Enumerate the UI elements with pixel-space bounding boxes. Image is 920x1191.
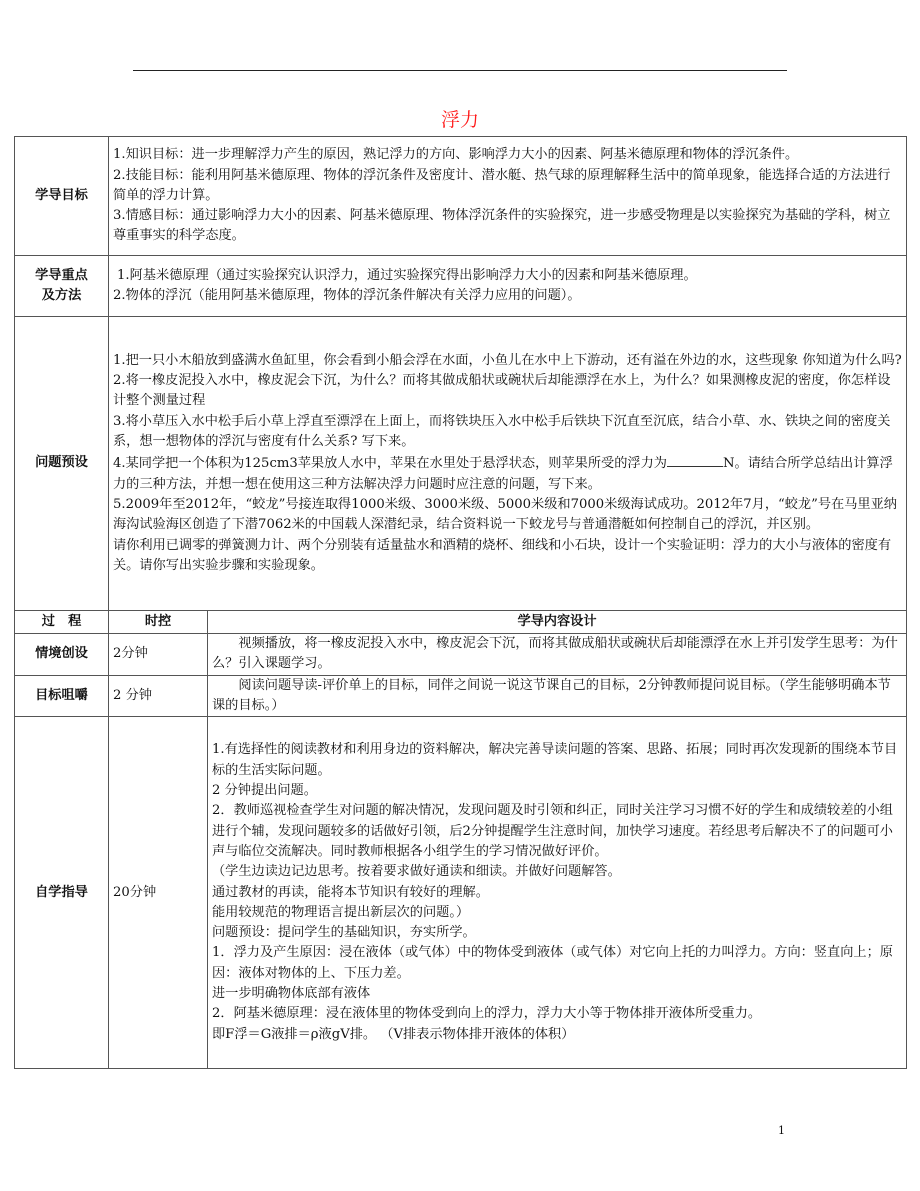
question-item: 5.2009年至2012年，“蛟龙”号接连取得1000米级、3000米级、5000米级和7000米级海试成功。2012年7月，“蛟龙”号在马里亚纳海沟试验海区创造了下潜7062米的中国载人深潜纪录，结合资料说一下蛟龙号与普通潜艇如何控制自己的浮沉，并区别。 xyxy=(113,496,897,533)
question-item: 3.将小草压入水中松手后小草上浮直至漂浮在上面上，而将铁块压入水中松手后铁块下沉直至沉底，结合小草、水、铁块之间的密度关系，想一想物体的浮沉与密度有什么关系? 写下来。 xyxy=(113,413,891,450)
process-content-line: 2．教师巡视检查学生对问题的解决情况，发现问题及时引领和纠正，同时关注学习习惯不好的学生和成绩较差的小组进行个辅，发现问题较多的话做好引领，后2分钟提醒学生注意时间，加快学习速度。若经思考后解决不了的问题可小声与临位交流解决。同时教师根据各小组学生的学习情况做好评价。 xyxy=(212,803,893,859)
question-4-unit: N xyxy=(722,456,735,472)
process-content-line: 问题预设：提问学生的基础知识，夯实所学。 xyxy=(212,925,476,941)
document-title: 浮力 xyxy=(440,109,479,131)
process-content-line: 即F浮＝G液排＝ρ液gV排。 （V排表示物体排开液体的体积） xyxy=(212,1026,575,1042)
process-content-line: 通过教材的再读，能将本节知识有较好的理解。 xyxy=(212,884,489,900)
process-stage: 目标咀嚼 xyxy=(15,675,109,717)
questions-row xyxy=(15,317,907,611)
goal-item: 1.知识目标：进一步理解浮力产生的原因，熟记浮力的方向、影响浮力大小的因素、阿基米德原理和物体的浮沉条件。 xyxy=(113,147,799,163)
process-stage: 自学指导 xyxy=(15,717,109,1069)
process-content-line: 2 分钟提出问题。 xyxy=(212,783,317,799)
key-points-label-line1: 学导重点 xyxy=(35,267,88,283)
process-content xyxy=(208,717,907,1069)
lesson-plan-table xyxy=(14,136,907,1069)
question-item: 请你利用已调零的弹簧测力计、两个分别装有适量盐水和酒精的烧杯、细线和小石块，设计一个实验证明：浮力的大小与液体的密度有关。请你写出实验步骤和实验现象。 xyxy=(113,537,892,573)
process-header-row xyxy=(15,611,907,634)
process-content-line: 视频播放，将一橡皮泥投入水中，橡皮泥会下沉，而将其做成船状或碗状后却能漂浮在水上并引发学生思考：为什么？引入课题学习。 xyxy=(212,636,898,672)
question-item: 1.把一只小木船放到盛满水鱼缸里，你会看到小船会浮在水面，小鱼儿在水中上下游动，还有溢在外边的水，这些现象 你知道为什么吗? xyxy=(113,352,902,368)
header-time: 时控 xyxy=(109,611,208,634)
process-time: 2 分钟 xyxy=(109,675,208,717)
questions-content xyxy=(109,317,907,611)
process-row xyxy=(15,675,907,717)
goal-item: 2.技能目标：能利用阿基米德原理、物体的浮沉条件及密度计、潜水艇、热气球的原理解释生活中的简单现象，能选择合适的方法进行简单的浮力计算。 xyxy=(113,167,891,203)
goals-row xyxy=(15,137,907,256)
questions-label: 问题预设 xyxy=(15,317,109,611)
process-content-line: 1．浮力及产生原因：浸在液体（或气体）中的物体受到液体（或气体）对它向上托的力叫浮力。方向：竖直向上；原因：液体对物体的上、下压力差。 xyxy=(212,945,893,981)
page-number: 1 xyxy=(778,1124,785,1137)
key-point-item: 1.阿基米德原理（通过实验探究认识浮力，通过实验探究得出影响浮力大小的因素和阿基米德原理。 xyxy=(117,267,697,283)
header-rule xyxy=(133,70,787,71)
question-item xyxy=(113,452,902,495)
answer-blank[interactable] xyxy=(667,452,723,467)
process-row xyxy=(15,717,907,1069)
goals-content xyxy=(109,137,907,256)
question-4-text: 4.某同学把一个体积为125cm3苹果放人水中，苹果在水里处于悬浮状态，则苹果所受的浮力为 xyxy=(113,456,667,472)
key-points-row xyxy=(15,256,907,317)
header-content: 学导内容设计 xyxy=(208,611,907,634)
process-content xyxy=(208,675,907,717)
process-content-line: 阅读问题导读-评价单上的目标，同伴之间说一说这节课自己的目标，2分钟教师提问说目标。（学生能够明确本节课的目标。） xyxy=(212,677,891,713)
process-content-line: 1.有选择性的阅读教材和利用身边的资料解决，解决完善导读问题的答案、思路、拓展；同时再次发现新的围绕本节目标的生活实际问题。 xyxy=(212,742,898,778)
process-content xyxy=(208,634,907,676)
question-4-continuation: 。请结合所学总结出计算浮力的三种方法，并想一想在使用这三种方法解决浮力问题时应注意的问题，写下来。 xyxy=(113,456,893,492)
header-process: 过 程 xyxy=(15,611,109,634)
process-content-line: 进一步明确物体底部有液体 xyxy=(212,986,371,1002)
process-time: 2分钟 xyxy=(109,634,208,676)
key-points-label xyxy=(15,256,109,317)
process-time: 20分钟 xyxy=(109,717,208,1069)
question-item: 2.将一橡皮泥投入水中，橡皮泥会下沉，为什么？而将其做成船状或碗状后却能漂浮在水上，为什么？如果测橡皮泥的密度，你怎样设计整个测量过程 xyxy=(113,373,891,409)
process-content-line: 2．阿基米德原理：浸在液体里的物体受到向上的浮力，浮力大小等于物体排开液体所受重力。 xyxy=(212,1006,762,1022)
key-point-item: 2.物体的浮沉（能用阿基米德原理，物体的浮沉条件解决有关浮力应用的问题）。 xyxy=(113,288,581,303)
goal-item: 3.情感目标：通过影响浮力大小的因素、阿基米德原理、物体浮沉条件的实验探究，进一步感受物理是以实验探究为基础的学科，树立尊重事实的科学态度。 xyxy=(113,208,891,244)
key-points-label-line2: 及方法 xyxy=(41,288,82,303)
goals-label: 学导目标 xyxy=(15,137,109,256)
process-content-line: （学生边读边记边思考。按着要求做好通读和细读。并做好问题解答。 xyxy=(212,864,621,880)
process-row xyxy=(15,634,907,676)
process-stage: 情境创设 xyxy=(15,634,109,676)
key-points-content xyxy=(109,256,907,317)
process-content-line: 能用较规范的物理语言提出新层次的问题。） xyxy=(212,904,470,920)
